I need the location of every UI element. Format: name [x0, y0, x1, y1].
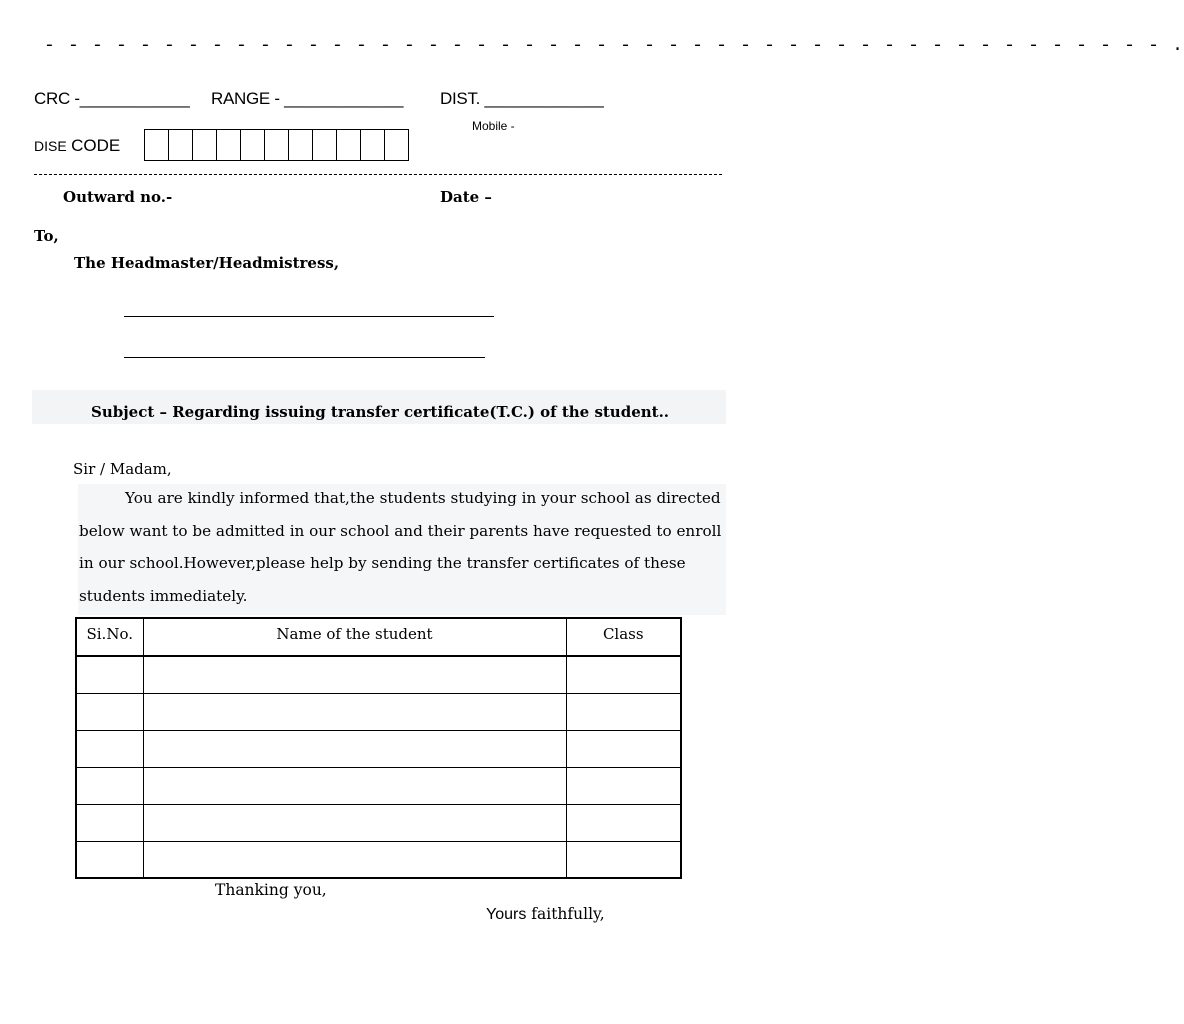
table-header-row	[76, 618, 681, 656]
table-row	[76, 693, 681, 730]
cell-class[interactable]	[566, 730, 681, 767]
yours-word: Yours	[486, 906, 527, 923]
header-si-no: Si.No.	[76, 618, 143, 656]
dise-code-box[interactable]	[360, 129, 385, 161]
salutation: Sir / Madam,	[73, 460, 172, 478]
cell-class[interactable]	[566, 767, 681, 804]
cell-class[interactable]	[566, 693, 681, 730]
dise-code-box[interactable]	[264, 129, 289, 161]
dise-code-box[interactable]	[216, 129, 241, 161]
dise-code-label	[34, 136, 120, 156]
cell-si-no[interactable]	[76, 841, 143, 878]
yours-faithfully	[486, 905, 605, 924]
address-line-1[interactable]	[124, 316, 494, 317]
range-field-label: RANGE - _____________	[211, 89, 404, 108]
section-separator	[34, 174, 722, 175]
faithfully-word: faithfully,	[526, 905, 605, 923]
outward-number-label: Outward no.-	[63, 188, 173, 206]
cell-student-name[interactable]	[143, 730, 566, 767]
addressee-title: The Headmaster/Headmistress,	[74, 254, 340, 272]
dise-code-boxes[interactable]	[144, 129, 409, 161]
top-dashed-line: - - - - - - - - - - - - - - - - - - - - - - - - - - - - - - - - - - - - - - - - - - - - - - - .	[44, 36, 1184, 56]
cell-si-no[interactable]	[76, 693, 143, 730]
date-label: Date –	[440, 188, 492, 206]
cell-class[interactable]	[566, 804, 681, 841]
cell-si-no[interactable]	[76, 656, 143, 693]
thanking-you: Thanking you,	[215, 881, 327, 899]
letter-body: You are kindly informed that,the students studying in your school as directed below want to be admitted in our school and their parents have requested to enroll in our school.However,please help by sending the transfer certificates of these students immediately.	[79, 489, 722, 605]
table-row	[76, 767, 681, 804]
cell-student-name[interactable]	[143, 693, 566, 730]
to-label: To,	[34, 227, 59, 245]
dise-code-box[interactable]	[312, 129, 337, 161]
table-row	[76, 656, 681, 693]
cell-si-no[interactable]	[76, 767, 143, 804]
cell-student-name[interactable]	[143, 841, 566, 878]
dise-code-box[interactable]	[192, 129, 217, 161]
dise-code-box[interactable]	[288, 129, 313, 161]
table-row	[76, 804, 681, 841]
dise-code-box[interactable]	[384, 129, 409, 161]
header-class: Class	[566, 618, 681, 656]
cell-class[interactable]	[566, 656, 681, 693]
header-student-name: Name of the student	[143, 618, 566, 656]
table-body	[76, 656, 681, 878]
students-table	[75, 617, 682, 879]
dise-label-prefix: DISE	[34, 138, 67, 154]
table-row	[76, 841, 681, 878]
dise-code-box[interactable]	[336, 129, 361, 161]
cell-si-no[interactable]	[76, 804, 143, 841]
dise-code-box[interactable]	[240, 129, 265, 161]
mobile-field-label: Mobile -	[472, 119, 515, 133]
cell-student-name[interactable]	[143, 804, 566, 841]
dise-code-box[interactable]	[144, 129, 169, 161]
cell-student-name[interactable]	[143, 656, 566, 693]
dise-label-code: CODE	[71, 136, 121, 155]
cell-si-no[interactable]	[76, 730, 143, 767]
crc-field-label: CRC -____________	[34, 89, 190, 108]
table-row	[76, 730, 681, 767]
subject-line: Subject – Regarding issuing transfer certificate(T.C.) of the student..	[91, 403, 670, 421]
dist-field-label: DIST. _____________	[440, 89, 604, 108]
cell-student-name[interactable]	[143, 767, 566, 804]
dise-code-box[interactable]	[168, 129, 193, 161]
cell-class[interactable]	[566, 841, 681, 878]
address-line-2[interactable]	[124, 357, 485, 358]
